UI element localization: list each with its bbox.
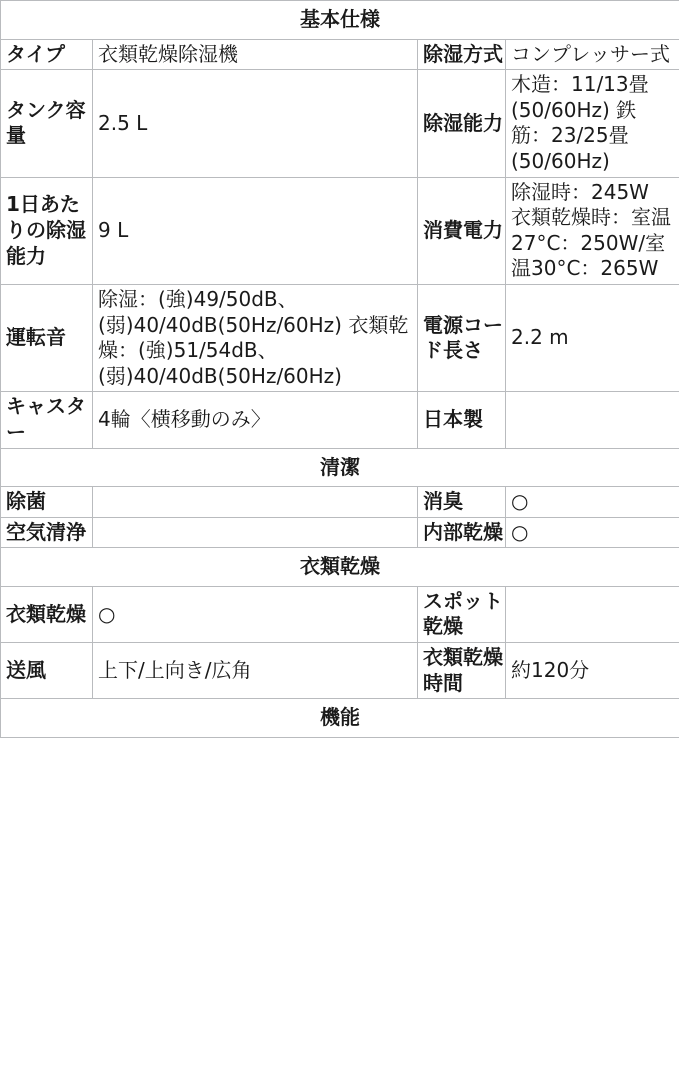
row-value-sterilize <box>93 487 418 518</box>
section-header-clothes-drying: 衣類乾燥 <box>1 548 679 587</box>
section-header-function: 機能 <box>1 699 679 738</box>
row-value-cord-length: 2.2 m <box>506 284 679 391</box>
table-row <box>1 70 679 177</box>
section-header-clean: 清潔 <box>1 448 679 487</box>
row-value-type: 衣類乾燥除湿機 <box>93 39 418 70</box>
row-value-noise: 除湿：(強)49/50dB、(弱)40/40dB(50Hz/60Hz) 衣類乾燥：(強)51/54dB、(弱)40/40dB(50Hz/60Hz) <box>93 284 418 391</box>
row-value-capacity: 木造：11/13畳(50/60Hz) 鉄筋：23/25畳(50/60Hz) <box>506 70 679 177</box>
table-row <box>1 517 679 548</box>
row-value-tank: 2.5 L <box>93 70 418 177</box>
row-value-inner-dry: ○ <box>506 517 679 548</box>
table-row <box>1 548 679 587</box>
row-value-dry-time: 約120分 <box>506 643 679 699</box>
row-value-made-in-japan <box>506 392 679 448</box>
row-value-daily-capacity: 9 L <box>93 177 418 284</box>
row-label-type: タイプ <box>1 39 93 70</box>
row-label-air-purify: 空気清浄 <box>1 517 93 548</box>
row-value-caster: 4輪〈横移動のみ〉 <box>93 392 418 448</box>
table-row <box>1 1 679 40</box>
row-value-blow: 上下/上向き/広角 <box>93 643 418 699</box>
row-label-cord-length: 電源コード長さ <box>418 284 506 391</box>
row-label-capacity: 除湿能力 <box>418 70 506 177</box>
section-header-basic: 基本仕様 <box>1 1 679 40</box>
table-row <box>1 284 679 391</box>
row-value-deodorize: ○ <box>506 487 679 518</box>
row-label-sterilize: 除菌 <box>1 487 93 518</box>
row-label-daily-capacity: 1日あたりの除湿能力 <box>1 177 93 284</box>
row-label-method: 除湿方式 <box>418 39 506 70</box>
table-row <box>1 392 679 448</box>
row-label-clothes-dry: 衣類乾燥 <box>1 586 93 642</box>
table-row <box>1 39 679 70</box>
row-label-dry-time: 衣類乾燥時間 <box>418 643 506 699</box>
table-row <box>1 448 679 487</box>
row-label-caster: キャスター <box>1 392 93 448</box>
row-label-blow: 送風 <box>1 643 93 699</box>
row-label-inner-dry: 内部乾燥 <box>418 517 506 548</box>
row-label-noise: 運転音 <box>1 284 93 391</box>
row-value-method: コンプレッサー式 <box>506 39 679 70</box>
table-row <box>1 586 679 642</box>
row-value-spot-dry <box>506 586 679 642</box>
row-label-spot-dry: スポット乾燥 <box>418 586 506 642</box>
row-label-power: 消費電力 <box>418 177 506 284</box>
table-row <box>1 699 679 738</box>
table-row <box>1 177 679 284</box>
row-label-made-in-japan: 日本製 <box>418 392 506 448</box>
row-label-tank: タンク容量 <box>1 70 93 177</box>
table-row <box>1 487 679 518</box>
row-value-air-purify <box>93 517 418 548</box>
row-label-deodorize: 消臭 <box>418 487 506 518</box>
row-value-clothes-dry: ○ <box>93 586 418 642</box>
row-value-power: 除湿時：245W 衣類乾燥時：室温27°C：250W/室温30°C：265W <box>506 177 679 284</box>
table-row <box>1 643 679 699</box>
